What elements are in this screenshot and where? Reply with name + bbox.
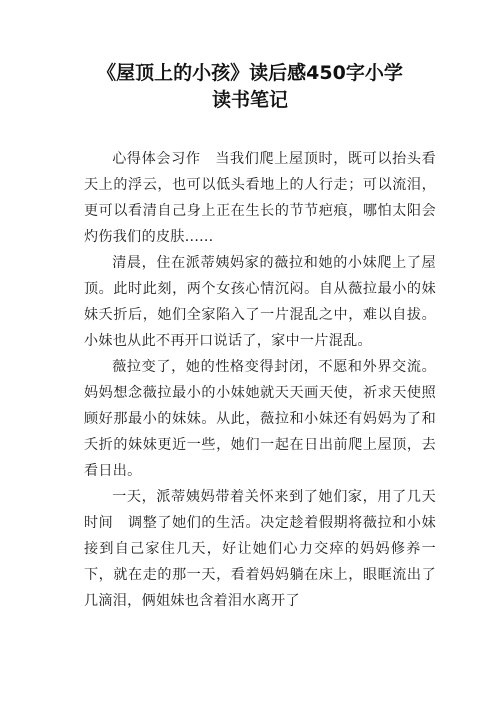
document-title [40, 60, 460, 114]
paragraph: 清晨，住在派蒂姨妈家的薇拉和她的小妹爬上了屋顶。此时此刻，两个女孩心情沉闷。自从薇拉最小的妹妹夭折后，她们全家陷入了一片混乱之中，难以自拔。小妹也从此不再开口说话了，家中一片混乱。 [84, 255, 436, 349]
title-line-1: 《屋顶上的小孩》读后感450字小学 [97, 62, 403, 84]
document-body [84, 146, 436, 614]
paragraph: 心得体会习作 当我们爬上屋顶时，既可以抬头看天上的浮云，也可以低头看地上的人行走；可以流泪，更可以看清自己身上正在生长的节节疤痕，哪怕太阳会灼伤我们的皮肤...... [84, 151, 436, 245]
paragraph: 一天，派蒂姨妈带着关怀来到了她们家，用了几天时间 调整了她们的生活。决定趁着假期将薇拉和小妹接到自己家住几天，好让她们心力交瘁的妈妈修养一下，就在走的那一天，看着妈妈躺在床上，眼眶流出了几滴泪，俩姐妹也含着泪水离开了 [84, 489, 436, 609]
title-line-2: 读书笔记 [211, 89, 288, 111]
paragraph: 薇拉变了，她的性格变得封闭，不愿和外界交流。妈妈想念薇拉最小的小妹她就天天画天使，祈求天使照顾好那最小的妹妹。从此，薇拉和小妹还有妈妈为了和夭折的妹妹更近一些，她们一起在日出前爬上屋顶，去看日出。 [84, 359, 436, 479]
